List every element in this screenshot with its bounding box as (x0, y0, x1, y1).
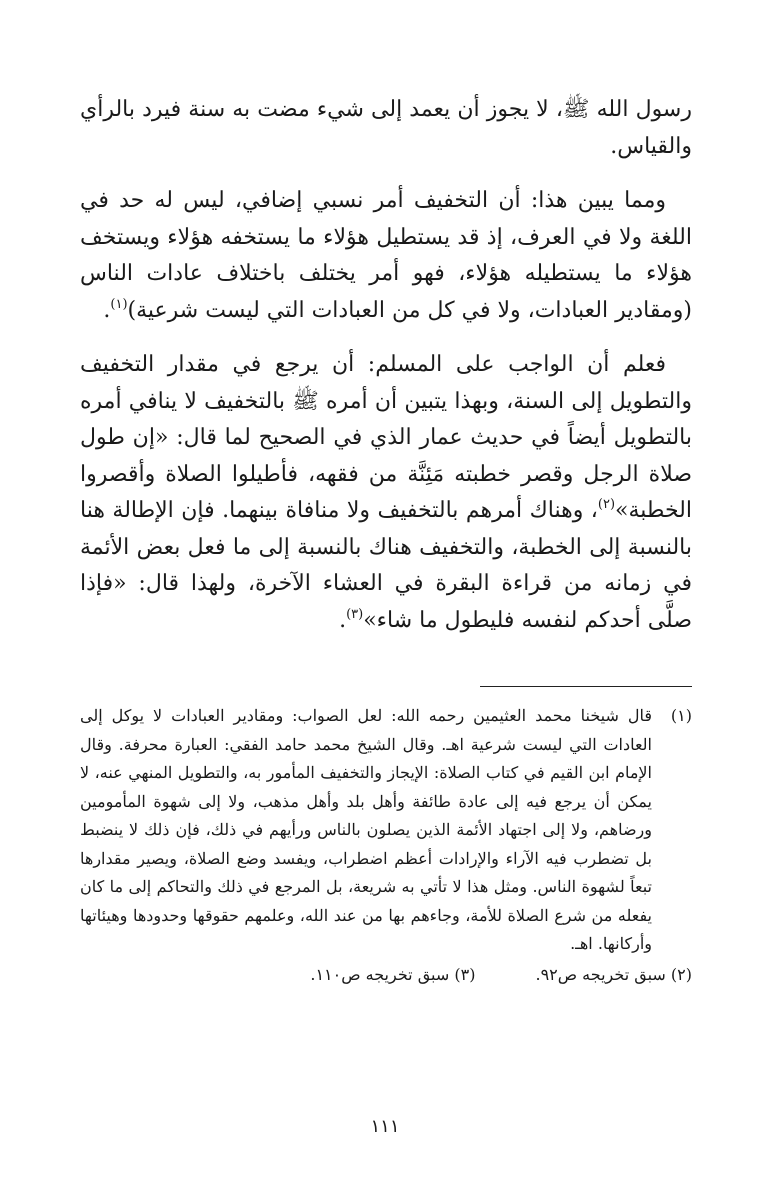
footnotes (80, 702, 692, 989)
paragraph-3-text-b: ، وهناك أمرهم بالتخفيف ولا منافاة بينهما. فإن الإطالة هنا بالنسبة إلى الخطبة، والتخفيف هناك بالنسبة إلى ما فعل بعض الأئمة في زمانه من قراءة البقرة في العشاء الآخرة، ولهذا قال: «فإذا صلَّى أحدكم لنفسه فليطول ما شاء» (80, 498, 692, 633)
page-number: ١١١ (370, 1116, 400, 1137)
footnote-row-2-3 (80, 961, 692, 989)
footnote-3-text: سبق تخريجه ص١١٠. (310, 964, 450, 984)
footnote-3 (310, 961, 475, 989)
footnote-ref-2[interactable]: (٢) (597, 497, 616, 512)
paragraph-2-end: . (103, 297, 111, 323)
paragraph-2 (80, 183, 692, 329)
footnote-ref-3[interactable]: (٣) (346, 606, 364, 622)
footnote-2 (535, 961, 692, 989)
footnote-1-text: قال شيخنا محمد العثيمين رحمه الله: لعل الصواب: ومقادير العبادات لا يوكل إلى العادات التي ليست شرعية اهـ. وقال الشيخ محمد حامد الفقي: العبارة محرفة. وقال الإمام ابن القيم في كتاب الصلاة: الإيجاز والتخفيف المأمور به، والتطويل المنهي عنه، لا يمكن أن يرجع فيه إلى عادة طائفة وأهل بلد وأهل مذهب، ولا إلى شهوة المأمومين ورضاهم، ولا إلى اجتهاد الأئمة الذين يصلون بالناس ورأيهم في ذلك، فإن ذلك لا ينضبط بل تضطرب فيه الآراء والإرادات أعظم اضطراب، ويفسد وضع الصلاة، ويصير مقدارها تبعاً لشهوة الناس. ومثل هذا لا تأتي به شريعة، بل المرجع في ذلك والتحاكم إلى ما كان يفعله من شرع الصلاة للأمة، وجاءهم بها من عند الله، وعلمهم حقوقها وحدودها وهيئاتها وأركانها. اهـ. (80, 706, 652, 953)
paragraph-2-text: ومما يبين هذا: أن التخفيف أمر نسبي إضافي، ليس له حد في اللغة ولا في العرف، إذ قد يستطيل هؤلاء ما يستخفه هؤلاء ويستخف هؤلاء ما يستطيله هؤلاء، فهو أمر يختلف باختلاف عادات الناس (ومقادير العبادات، ولا في كل من العبادات التي ليست شرعية) (80, 188, 692, 323)
footnote-ref-1[interactable]: (١) (110, 296, 128, 312)
footnote-2-number: (٢) (670, 964, 692, 984)
footnote-2-text: سبق تخريجه ص٩٢. (535, 964, 666, 984)
main-text (80, 92, 692, 639)
paragraph-1 (80, 92, 692, 165)
paragraph-3-end: . (339, 607, 347, 633)
paragraph-1-text: رسول الله ﷺ، لا يجوز أن يعمد إلى شيء مضت به سنة فيرد بالرأي والقياس. (80, 97, 692, 159)
footnote-separator (480, 686, 692, 687)
footnote-1 (80, 702, 692, 959)
footnote-3-number: (٣) (454, 964, 476, 984)
paragraph-3-text-a: فعلم أن الواجب على المسلم: أن يرجع في مقدار التخفيف والتطويل إلى السنة، وبهذا يتبين أن أمره ﷺ بالتخفيف لا ينافي أمره بالتطويل أيضاً في حديث عمار الذي في الصحيح لما قال: «إن طول صلاة الرجل وقصر خطبته مَئِنَّة من فقهه، فأطيلوا الصلاة وأقصروا الخطبة» (80, 352, 692, 523)
paragraph-3 (80, 347, 692, 639)
footnote-1-number: (١) (670, 706, 692, 725)
